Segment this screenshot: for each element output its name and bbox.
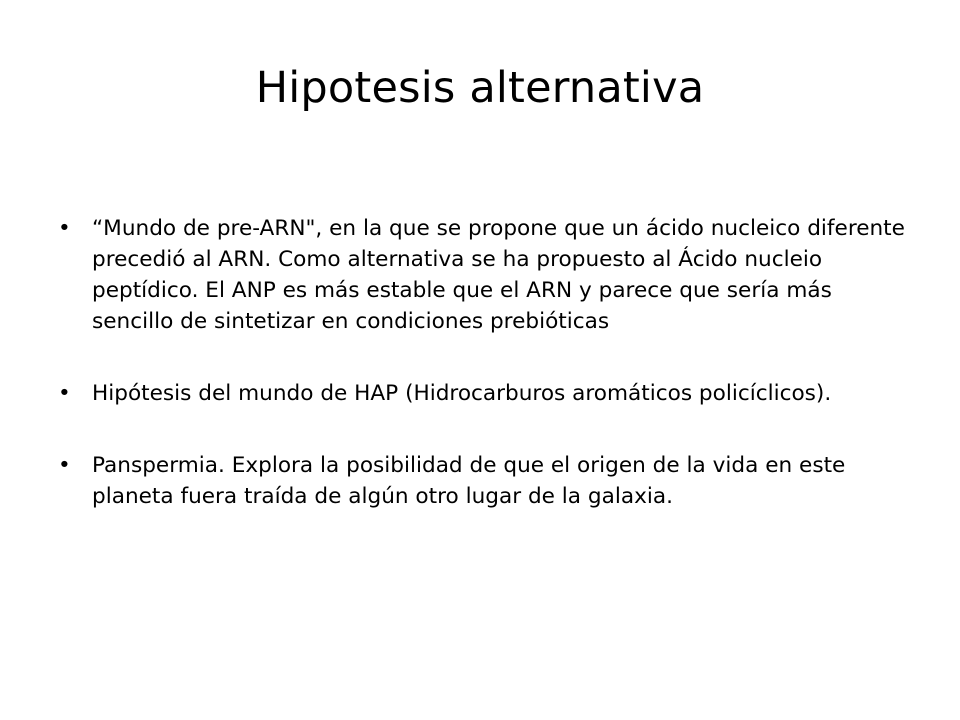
bullet-icon: • bbox=[58, 453, 71, 478]
bullet-icon: • bbox=[58, 216, 71, 241]
bullet-text: Panspermia. Explora la posibilidad de que el origen de la vida en este planeta fuera traída de algún otro lugar de la galaxia. bbox=[92, 453, 846, 509]
bullet-item-panspermia bbox=[58, 450, 918, 512]
bullet-text: Hipótesis del mundo de HAP (Hidrocarburos aromáticos policíclicos). bbox=[92, 381, 832, 406]
bullet-item-pre-arn bbox=[58, 213, 918, 337]
bullet-list bbox=[58, 213, 918, 553]
bullet-text: “Mundo de pre-ARN", en la que se propone que un ácido nucleico diferente precedió al ARN. Como alternativa se ha propuesto al Ácido nucleio peptídico. El ANP es más estable que el ARN y parece que sería más sencillo de sintetizar en condiciones prebióticas bbox=[92, 216, 905, 334]
bullet-item-hap bbox=[58, 378, 918, 409]
slide-title: Hipotesis alternativa bbox=[255, 63, 705, 113]
bullet-icon: • bbox=[58, 381, 71, 406]
